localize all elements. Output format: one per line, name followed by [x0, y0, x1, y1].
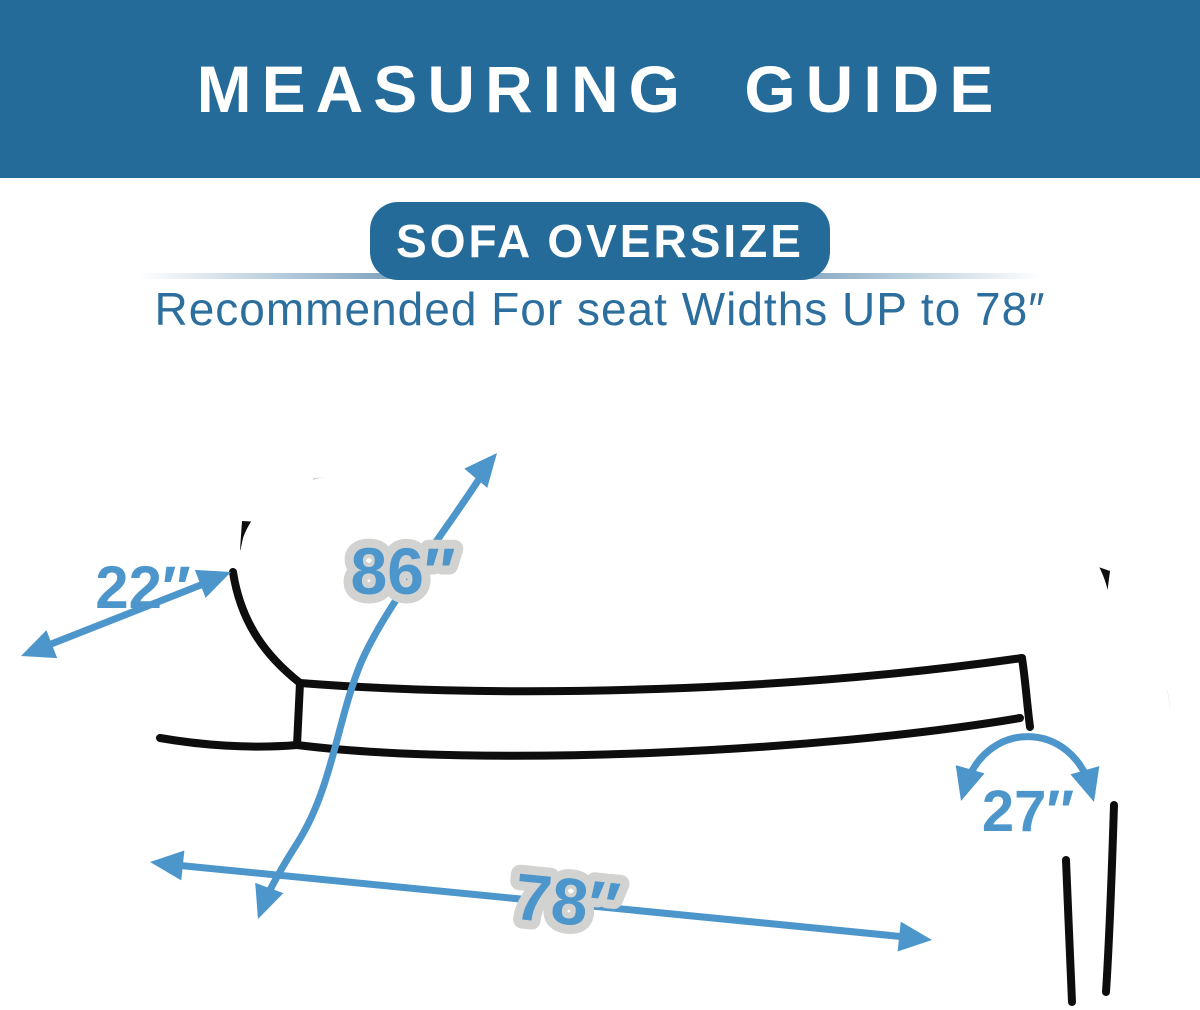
measurement-label-22: 22″ — [95, 554, 191, 621]
page-title: MEASURING GUIDE — [196, 52, 1004, 126]
subtitle-text: Recommended For seat Widths UP to 78″ — [154, 283, 1046, 335]
measurement-label-27: 27″ — [981, 779, 1075, 844]
measurement-label-78: 78″ — [511, 858, 624, 944]
measurement-label-86: 86″ — [350, 534, 456, 608]
badge-label: SOFA OVERSIZE — [396, 215, 804, 267]
